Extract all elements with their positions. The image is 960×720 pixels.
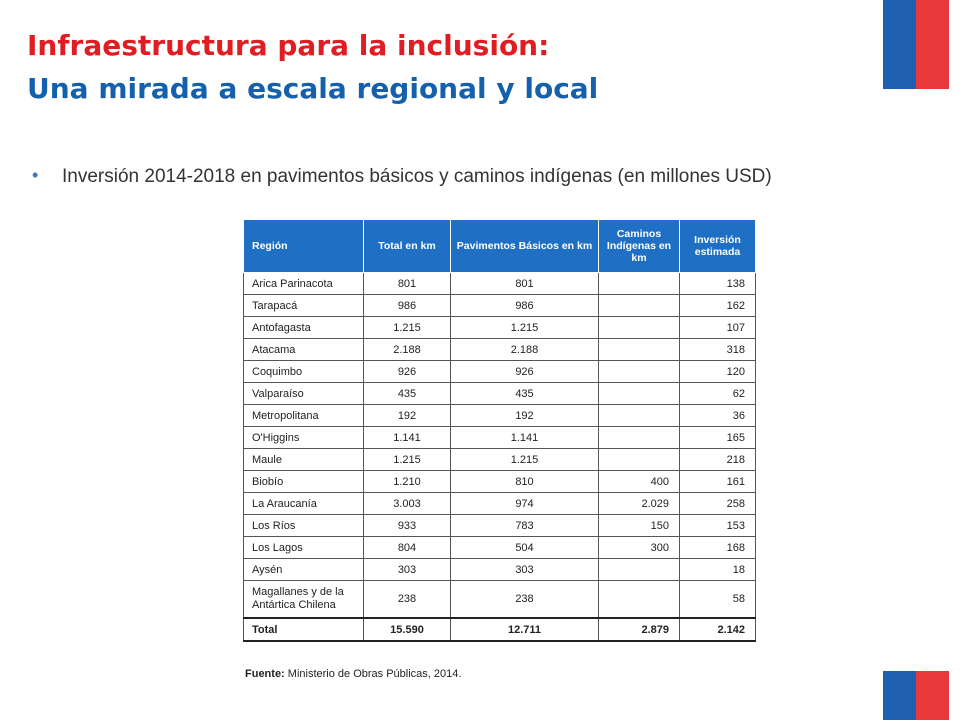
cell-inversion: 168 — [680, 537, 756, 559]
table-row — [244, 339, 756, 361]
table-row — [244, 383, 756, 405]
cell-pavimentos: 783 — [451, 515, 599, 537]
cell-region: Biobío — [244, 471, 364, 493]
cell-total-km: 926 — [364, 361, 451, 383]
cell-region: Antofagasta — [244, 317, 364, 339]
cell-inversion: 162 — [680, 295, 756, 317]
cell-total-km: 2.188 — [364, 339, 451, 361]
cell-total-km: 1.215 — [364, 317, 451, 339]
header-caminos: Caminos Indígenas en km — [599, 220, 680, 273]
cell-pavimentos: 2.188 — [451, 339, 599, 361]
total-label: Total — [244, 618, 364, 641]
header-pavimentos: Pavimentos Básicos en km — [451, 220, 599, 273]
flag-blue-stripe — [883, 0, 916, 89]
cell-region: Magallanes y de la Antártica Chilena — [244, 581, 364, 619]
cell-caminos — [599, 361, 680, 383]
table-body — [244, 273, 756, 619]
cell-caminos — [599, 317, 680, 339]
cell-caminos — [599, 405, 680, 427]
cell-total-km: 933 — [364, 515, 451, 537]
cell-caminos — [599, 339, 680, 361]
cell-region: La Araucanía — [244, 493, 364, 515]
cell-pavimentos: 801 — [451, 273, 599, 295]
table-row — [244, 317, 756, 339]
cell-caminos — [599, 559, 680, 581]
cell-caminos: 150 — [599, 515, 680, 537]
bullet-text: Inversión 2014-2018 en pavimentos básicos y caminos indígenas (en millones USD) — [62, 166, 772, 187]
cell-total-km: 3.003 — [364, 493, 451, 515]
cell-caminos — [599, 383, 680, 405]
bullet-dot-icon: • — [32, 165, 39, 185]
cell-total-km: 303 — [364, 559, 451, 581]
table-row — [244, 449, 756, 471]
investment-table — [243, 219, 756, 642]
cell-inversion: 218 — [680, 449, 756, 471]
total-caminos: 2.879 — [599, 618, 680, 641]
chile-flag-top — [883, 0, 949, 89]
cell-total-km: 1.215 — [364, 449, 451, 471]
cell-region: O'Higgins — [244, 427, 364, 449]
cell-pavimentos: 238 — [451, 581, 599, 619]
cell-pavimentos: 986 — [451, 295, 599, 317]
slide-subtitle: Una mirada a escala regional y local — [27, 72, 599, 105]
cell-inversion: 62 — [680, 383, 756, 405]
cell-inversion: 120 — [680, 361, 756, 383]
table-row — [244, 493, 756, 515]
cell-total-km: 435 — [364, 383, 451, 405]
total-inversion: 2.142 — [680, 618, 756, 641]
cell-region: Arica Parinacota — [244, 273, 364, 295]
cell-total-km: 1.210 — [364, 471, 451, 493]
cell-region: Maule — [244, 449, 364, 471]
bullet-point — [32, 162, 792, 191]
table-row — [244, 295, 756, 317]
slide-title: Infraestructura para la inclusión: — [27, 29, 550, 62]
cell-pavimentos: 303 — [451, 559, 599, 581]
cell-inversion: 36 — [680, 405, 756, 427]
cell-pavimentos: 1.141 — [451, 427, 599, 449]
cell-inversion: 107 — [680, 317, 756, 339]
table-row — [244, 559, 756, 581]
cell-inversion: 165 — [680, 427, 756, 449]
cell-total-km: 238 — [364, 581, 451, 619]
cell-total-km: 192 — [364, 405, 451, 427]
cell-region: Tarapacá — [244, 295, 364, 317]
header-total-km: Total en km — [364, 220, 451, 273]
table-row — [244, 537, 756, 559]
source-label: Fuente: — [245, 668, 285, 680]
cell-region: Metropolitana — [244, 405, 364, 427]
table-row — [244, 427, 756, 449]
table-row — [244, 515, 756, 537]
cell-caminos — [599, 427, 680, 449]
cell-caminos — [599, 581, 680, 619]
cell-caminos: 400 — [599, 471, 680, 493]
cell-inversion: 18 — [680, 559, 756, 581]
cell-region: Los Ríos — [244, 515, 364, 537]
cell-region: Atacama — [244, 339, 364, 361]
cell-pavimentos: 192 — [451, 405, 599, 427]
total-km: 15.590 — [364, 618, 451, 641]
cell-inversion: 138 — [680, 273, 756, 295]
table-source — [245, 668, 461, 680]
flag-red-stripe — [916, 671, 949, 720]
table-row — [244, 581, 756, 619]
cell-region: Valparaíso — [244, 383, 364, 405]
cell-pavimentos: 1.215 — [451, 317, 599, 339]
cell-region: Coquimbo — [244, 361, 364, 383]
cell-region: Aysén — [244, 559, 364, 581]
cell-caminos — [599, 295, 680, 317]
cell-inversion: 318 — [680, 339, 756, 361]
cell-caminos: 2.029 — [599, 493, 680, 515]
cell-total-km: 804 — [364, 537, 451, 559]
table-row — [244, 471, 756, 493]
table-row — [244, 273, 756, 295]
header-region: Región — [244, 220, 364, 273]
source-text: Ministerio de Obras Públicas, 2014. — [284, 668, 462, 680]
cell-pavimentos: 1.215 — [451, 449, 599, 471]
cell-inversion: 58 — [680, 581, 756, 619]
total-pavimentos: 12.711 — [451, 618, 599, 641]
total-row — [244, 618, 756, 641]
cell-inversion: 161 — [680, 471, 756, 493]
flag-red-stripe — [916, 0, 949, 89]
header-inversion: Inversión estimada — [680, 220, 756, 273]
cell-pavimentos: 504 — [451, 537, 599, 559]
cell-caminos: 300 — [599, 537, 680, 559]
cell-pavimentos: 810 — [451, 471, 599, 493]
flag-blue-stripe — [883, 671, 916, 720]
cell-region: Los Lagos — [244, 537, 364, 559]
cell-inversion: 258 — [680, 493, 756, 515]
chile-flag-bottom — [883, 671, 949, 720]
cell-total-km: 1.141 — [364, 427, 451, 449]
cell-inversion: 153 — [680, 515, 756, 537]
cell-caminos — [599, 449, 680, 471]
cell-total-km: 801 — [364, 273, 451, 295]
cell-total-km: 986 — [364, 295, 451, 317]
table-header-row — [244, 220, 756, 273]
cell-pavimentos: 974 — [451, 493, 599, 515]
cell-caminos — [599, 273, 680, 295]
cell-pavimentos: 435 — [451, 383, 599, 405]
table-row — [244, 405, 756, 427]
cell-pavimentos: 926 — [451, 361, 599, 383]
table-row — [244, 361, 756, 383]
